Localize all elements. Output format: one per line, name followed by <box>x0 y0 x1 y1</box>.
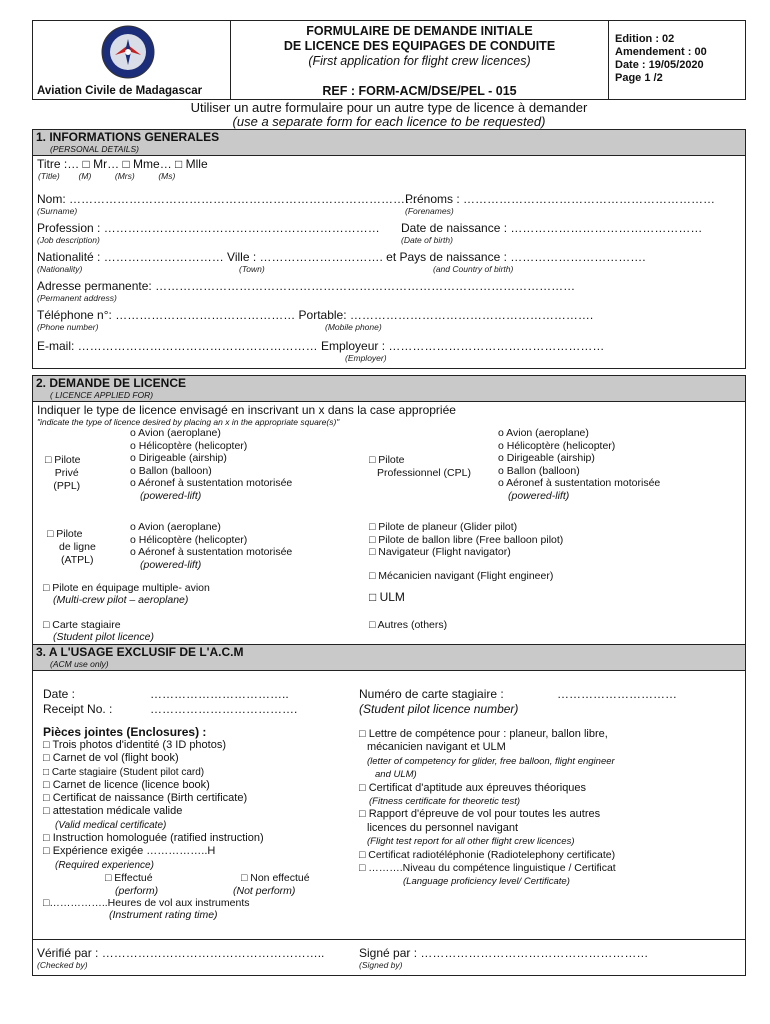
ppl-opt-airship[interactable]: o Dirigeable (airship) <box>130 452 227 464</box>
enc-ratified-instruction[interactable]: □ Instruction homologuée (ratified instruction) <box>43 832 264 845</box>
flight-engineer-checkbox[interactable]: □ Mécanicien navigant (Flight engineer) <box>369 570 554 582</box>
form-page <box>32 20 746 976</box>
free-balloon-pilot-checkbox[interactable]: □ Pilote de ballon libre (Free balloon pilot) <box>369 533 564 546</box>
form-reference: REF : FORM-ACM/DSE/PEL - 015 <box>322 84 517 98</box>
cpl-opt-aeroplane[interactable]: o Avion (aeroplane) <box>498 427 589 439</box>
cpl-label-line2: Professionnel (CPL) <box>377 467 471 479</box>
ppl-opt-powered-lift[interactable]: o Aéronef à sustentation motorisée <box>130 477 293 489</box>
section1-subtitle: (PERSONAL DETAILS) <box>50 144 139 154</box>
section3-subtitle: (ACM use only) <box>50 659 109 669</box>
address-translation: (Permanent address) <box>37 293 117 303</box>
student-card-number-label: Numéro de carte stagiaire : <box>359 687 504 701</box>
cpl-opt-powered-lift[interactable]: o Aéronef à sustentation motorisée <box>498 477 661 489</box>
atpl-options <box>130 521 292 571</box>
checked-by-translation: (Checked by) <box>37 960 88 970</box>
section2-title: 2. DEMANDE DE LICENCE <box>36 376 187 390</box>
enc-flight-test-report-tr: (Flight test report for all other flight crew licences) <box>367 836 575 848</box>
subtitle-english: (use a separate form for each licence to be requested) <box>232 114 546 129</box>
enclosures-right-list <box>359 728 616 889</box>
ppl-label-line1: □ Pilote <box>45 454 81 466</box>
subtitle-french: Utiliser un autre formulaire pour un autre type de licence à demander <box>190 100 588 115</box>
form-title-line2: DE LICENCE DES EQUIPAGES DE CONDUITE <box>283 39 556 53</box>
others-checkbox[interactable]: □ Autres (others) <box>369 619 448 631</box>
form-title-line1: FORMULAIRE DE DEMANDE INITIALE <box>306 24 533 38</box>
enc-radiotelephony-certificate[interactable]: □ Certificat radiotéléphonie (Radiotelephony certificate) <box>359 848 616 861</box>
atpl-label-line3: (ATPL) <box>61 554 94 566</box>
enc-birth-certificate[interactable]: □ Certificat de naissance (Birth certificate) <box>43 792 248 805</box>
ppl-label-line3: (PPL) <box>53 480 81 492</box>
form-title-english: (First application for flight crew licences) <box>308 54 531 68</box>
atpl-checkbox[interactable] <box>47 528 96 567</box>
title-checkboxes[interactable]: Titre :… □ Mr… □ Mme… □ Mlle <box>37 157 208 171</box>
enc-medical-translation: (Valid medical certificate) <box>55 819 167 831</box>
section-general-info <box>32 129 746 369</box>
atpl-opt-powered-lift[interactable]: o Aéronef à sustentation motorisée <box>130 546 293 558</box>
enc-experience-translation: (Required experience) <box>55 859 154 871</box>
section2-header <box>33 376 745 402</box>
mpl-checkbox[interactable]: □ Pilote en équipage multiple- avion <box>43 582 210 594</box>
section3-header <box>33 645 745 671</box>
cpl-options <box>498 427 660 502</box>
profession-translation: (Job description) <box>37 235 100 245</box>
header-title-cell <box>231 21 609 99</box>
ulm-checkbox[interactable]: □ ULM <box>369 590 405 604</box>
section2-subtitle: ( LICENCE APPLIED FOR) <box>50 390 154 400</box>
receipt-label: Receipt No. : <box>43 702 113 716</box>
town-translation: (Town) <box>239 264 265 274</box>
surname-field[interactable]: Nom: …………………………………………………………………………… <box>37 192 418 206</box>
ppl-opt-balloon[interactable]: o Ballon (balloon) <box>130 464 212 477</box>
birth-date-field[interactable]: Date de naissance : ………………………………………… <box>401 221 703 235</box>
section3-title: 3. A L'USAGE EXCLUSIF DE L'A.C.M <box>36 645 244 659</box>
phone-mobile-field[interactable]: Téléphone n°: ……………………………………… Portable: ……………………………………………………. <box>37 308 594 322</box>
enc-competency-letter-tr2: and ULM) <box>375 769 417 781</box>
phone-translation: (Phone number) <box>37 322 99 332</box>
licence-instruction: Indiquer le type de licence envisagé en inscrivant un x dans la case appropriée <box>37 403 456 417</box>
performed-translation: (perform) <box>115 885 159 897</box>
enc-language-proficiency[interactable]: □ ……….Niveau du compétence linguistique / Certificat <box>359 862 616 875</box>
nationality-translation: (Nationality) <box>37 264 83 274</box>
birth-date-translation: (Date of birth) <box>401 235 453 245</box>
signed-by-translation: (Signed by) <box>359 960 403 970</box>
atpl-label-line2: de ligne <box>59 541 96 553</box>
nationality-town-country-field[interactable]: Nationalité : ………………………… Ville : …………………………. et Pays de naissance : ……………………………. <box>37 250 646 264</box>
enc-fitness-certificate[interactable]: □ Certificat d'aptitude aux épreuves théoriques <box>359 781 587 794</box>
ppl-checkbox[interactable] <box>45 454 81 493</box>
atpl-opt-aeroplane[interactable]: o Avion (aeroplane) <box>130 521 221 533</box>
edition: Edition : 02 <box>615 33 675 45</box>
glider-pilot-checkbox[interactable]: □ Pilote de planeur (Glider pilot) <box>369 521 518 533</box>
enc-medical-certificate[interactable]: □ attestation médicale valide <box>43 805 183 818</box>
surname-translation: (Surname) <box>37 206 78 216</box>
not-performed-checkbox[interactable]: □ Non effectué <box>241 872 310 884</box>
enc-flight-test-report[interactable]: □ Rapport d'épreuve de vol pour toutes les autres <box>359 808 601 821</box>
forenames-translation: (Forenames) <box>405 206 454 216</box>
licence-instruction-translation: "indicate the type of licence desired by placing an x in the appropriate square(s)" <box>37 417 340 427</box>
acm-logo-icon <box>101 25 155 79</box>
ppl-opt-powered-lift-tr: (powered-lift) <box>140 489 202 502</box>
cpl-opt-powered-lift-tr: (powered-lift) <box>508 489 570 502</box>
section-licence-applied <box>32 375 746 645</box>
enc-competency-letter[interactable]: □ Lettre de compétence pour : planeur, ballon libre, <box>359 728 608 740</box>
page-number: Page 1 /2 <box>615 72 663 84</box>
acm-date-field[interactable]: …………………………….. <box>150 687 289 701</box>
cpl-checkbox[interactable] <box>369 454 471 480</box>
enc-fitness-translation: (Fitness certificate for theoretic test) <box>369 796 520 808</box>
atpl-opt-helicopter[interactable]: o Hélicoptère (helicopter) <box>130 533 248 546</box>
atpl-opt-powered-lift-tr: (powered-lift) <box>140 558 202 571</box>
enclosures-heading: Pièces jointes (Enclosures) : <box>43 725 207 739</box>
cpl-opt-airship[interactable]: o Dirigeable (airship) <box>498 452 595 464</box>
enc-licence-book[interactable]: □ Carnet de licence (licence book) <box>43 778 210 791</box>
cpl-label-line1: □ Pilote <box>369 454 405 466</box>
student-card-number-translation: (Student pilot licence number) <box>359 702 519 716</box>
header-logo-cell <box>33 21 231 99</box>
org-name: Aviation Civile de Madagascar <box>37 85 203 97</box>
enc-id-photos[interactable]: □ Trois photos d'identité (3 ID photos) <box>43 739 227 751</box>
cpl-opt-helicopter[interactable]: o Hélicoptère (helicopter) <box>498 439 616 452</box>
student-licence-checkbox[interactable]: □ Carte stagiaire <box>43 619 121 631</box>
ppl-label-line2: Privé <box>54 467 79 479</box>
country-translation: (and Country of birth) <box>433 264 514 274</box>
title-checkboxes-translation: (Title) (M) (Mrs) (Ms) <box>38 171 176 181</box>
enc-required-experience[interactable]: □ Expérience exigée ……………..H <box>43 845 216 858</box>
forenames-field[interactable]: Prénoms : ……………………………………………………… <box>405 192 716 206</box>
student-card-number-field[interactable]: ………………………… <box>557 687 677 701</box>
ppl-opt-helicopter[interactable]: o Hélicoptère (helicopter) <box>130 439 248 452</box>
not-performed-translation: (Not perform) <box>233 885 296 897</box>
header-edition-cell <box>609 21 745 99</box>
enc-language-proficiency-tr: (Language proficiency level/ Certificate) <box>403 876 570 888</box>
signed-by-field[interactable]: Signé par : ………………………………………………… <box>359 946 649 960</box>
section1-header <box>33 130 745 156</box>
employer-translation: (Employer) <box>345 353 387 363</box>
atpl-label-line1: □ Pilote <box>47 528 83 540</box>
student-licence-translation: (Student pilot licence) <box>53 631 154 643</box>
performed-checkbox[interactable]: □ Effectué <box>105 872 153 884</box>
amendement: Amendement : 00 <box>615 46 707 58</box>
flight-navigator-checkbox[interactable]: □ Navigateur (Flight navigator) <box>369 546 511 558</box>
enclosures-left-list <box>43 739 264 872</box>
email-employer-field[interactable]: E-mail: …………………………………………………… Employeur : ……………………………………………… <box>37 339 605 353</box>
edition-date: Date : 19/05/2020 <box>615 59 704 71</box>
other-licences-right <box>369 521 563 559</box>
instrument-hours-translation: (Instrument rating time) <box>109 909 218 921</box>
enc-student-card[interactable]: □ Carte stagiaire (Student pilot card) <box>43 766 205 778</box>
ppl-options <box>130 427 292 502</box>
cpl-opt-balloon[interactable]: o Ballon (balloon) <box>498 464 580 477</box>
instrument-hours-field[interactable]: □……………..Heures de vol aux instruments <box>43 897 250 909</box>
mpl-translation: (Multi-crew pilot – aeroplane) <box>53 594 189 606</box>
receipt-field[interactable]: ………………………………. <box>150 702 298 716</box>
address-field[interactable]: Adresse permanente: …………………………………………………………………………………………… <box>37 279 576 293</box>
acm-date-label: Date : <box>43 687 76 701</box>
enc-competency-letter-cont: mécanicien navigant et ULM <box>367 741 506 754</box>
enc-flight-book[interactable]: □ Carnet de vol (flight book) <box>43 752 179 765</box>
mobile-translation: (Mobile phone) <box>325 322 382 332</box>
checked-by-field[interactable]: Vérifié par : ……………………………………………….. <box>37 946 325 960</box>
section-acm-use <box>32 645 746 940</box>
enc-flight-test-report-cont: licences du personnel navigant <box>367 821 519 834</box>
ppl-opt-aeroplane[interactable]: o Avion (aeroplane) <box>130 427 221 439</box>
profession-field[interactable]: Profession : …………………………………………………………… <box>37 221 380 235</box>
enc-competency-letter-tr: (letter of competency for glider, free balloon, flight engineer <box>367 755 615 767</box>
form-header <box>32 20 746 100</box>
signature-box <box>32 940 746 976</box>
section1-title: 1. INFORMATIONS GENERALES <box>36 130 220 144</box>
